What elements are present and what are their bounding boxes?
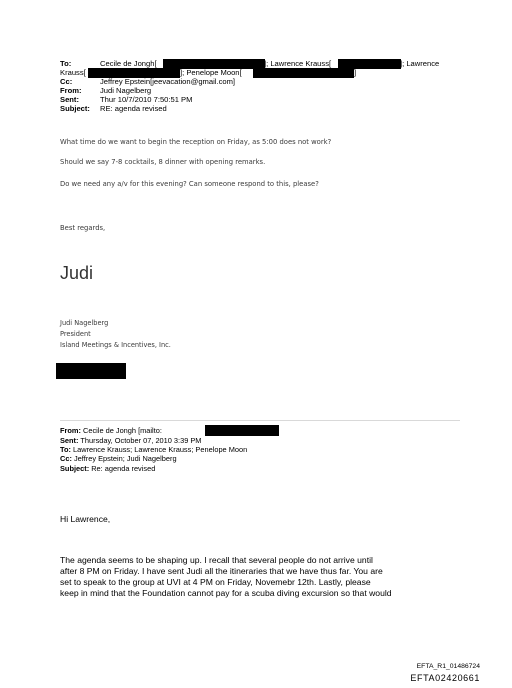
- to-recipient-5: ]; Penelope Moon[: [180, 68, 242, 77]
- forwarded-sent-label: Sent:: [60, 436, 79, 445]
- forwarded-subject-label: Subject:: [60, 464, 90, 473]
- to-recipient-2: ]; Lawrence Krauss[: [264, 59, 332, 68]
- from-value: Judi Nagelberg: [100, 86, 152, 95]
- message-line-2: Should we say 7-8 cocktails, 8 dinner with opening remarks.: [60, 158, 266, 166]
- forwarded-subject-row: [60, 465, 155, 474]
- forwarded-cc-label: Cc:: [60, 454, 72, 463]
- to-label: To:: [60, 59, 72, 68]
- document-id-small: EFTA_R1_01486724: [416, 663, 480, 670]
- reply-greeting: Hi Lawrence,: [60, 514, 111, 524]
- forwarded-cc-row: [60, 455, 177, 464]
- redaction-box: [56, 363, 126, 379]
- subject-label: Subject:: [60, 104, 90, 113]
- forwarded-subject-value: Re: agenda revised: [91, 464, 156, 473]
- signature-title: President: [60, 330, 91, 338]
- reply-para-line-3: set to speak to the group at UVI at 4 PM on Friday, Novemebr 12th. Lastly, please: [60, 577, 371, 587]
- forwarded-from-value: Cecile de Jongh [mailto:: [83, 426, 162, 435]
- sent-label: Sent:: [60, 95, 79, 104]
- forwarded-cc-value: Jeffrey Epstein; Judi Nagelberg: [73, 454, 177, 463]
- to-recipient-end: ]: [354, 68, 357, 77]
- forwarded-to-value: Lawrence Krauss; Lawrence Krauss; Penelope Moon: [73, 445, 248, 454]
- message-closing: Best regards,: [60, 224, 106, 232]
- to-recipient-1: Cecile de Jongh[: [100, 59, 157, 68]
- forwarded-from-row: [60, 427, 162, 436]
- separator-rule: [60, 420, 460, 421]
- signature-name: Judi Nagelberg: [60, 319, 109, 327]
- reply-para-line-4: keep in mind that the Foundation cannot pay for a scuba diving excursion so that would: [60, 588, 392, 598]
- to-recipient-3: ]; Lawrence: [400, 59, 440, 68]
- signature-company: Island Meetings & Incentives, Inc.: [60, 341, 171, 349]
- forwarded-sent-value: Thursday, October 07, 2010 3:39 PM: [80, 436, 202, 445]
- reply-para-line-1: The agenda seems to be shaping up. I recall that several people do not arrive until: [60, 555, 373, 565]
- redaction-box: [205, 425, 279, 436]
- sent-value: Thur 10/7/2010 7:50:51 PM: [100, 95, 193, 104]
- redaction-box: [253, 68, 357, 78]
- message-line-1: What time do we want to begin the reception on Friday, as 5:00 does not work?: [60, 138, 332, 146]
- reply-para-line-2: after 8 PM on Friday. I have sent Judi all the itineraries that we have thus far. You are: [60, 566, 383, 576]
- cc-label: Cc:: [60, 77, 73, 86]
- header-subject-row: [60, 105, 460, 114]
- subject-value: RE: agenda revised: [100, 104, 167, 113]
- to-recipient-4: Krauss[: [60, 68, 86, 77]
- signature-big-name: Judi: [60, 263, 94, 283]
- from-label: From:: [60, 86, 82, 95]
- document-id-large: EFTA02420661: [410, 673, 480, 683]
- forwarded-to-label: To:: [60, 445, 71, 454]
- cc-value: Jeffrey Epstein[jeevacation@gmail.com]: [100, 77, 236, 86]
- forwarded-from-label: From:: [60, 426, 81, 435]
- message-line-3: Do we need any a/v for this evening? Can someone respond to this, please?: [60, 180, 319, 188]
